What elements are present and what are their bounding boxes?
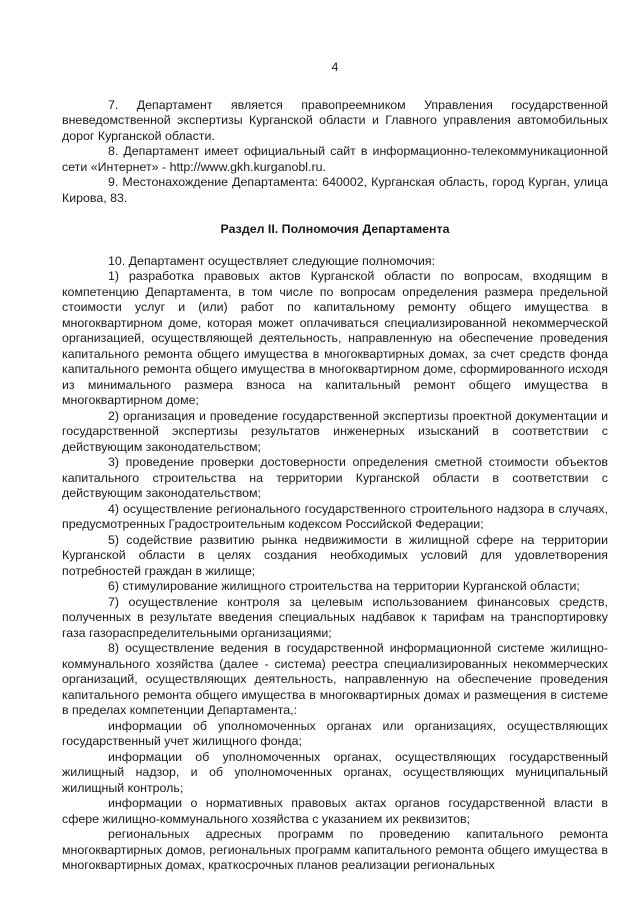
item-4: 4) осуществление регионального государственного строительного надзора в случаях, предусмотренных Градостроительным кодексом Российской Федерации;	[62, 501, 608, 531]
item-5: 5) содействие развитию рынка недвижимости в жилищной сфере на территории Курганской области в целях создания необходимых условий для удовлетворения потребностей граждан в жилище;	[62, 532, 608, 578]
item-8: 8) осуществление ведения в государственной информационной системе жилищно-коммунального хозяйства (далее - система) реестра специализированных некоммерческих организаций, осуществляющих деятельность, направленную на обеспечение проведения капитального ремонта общего имущества в многоквартирных домах и размещения в системе в пределах компетенции Департамента,:	[62, 641, 608, 717]
section-title: Раздел II. Полномочия Департамента	[220, 222, 450, 236]
page-number: 4	[331, 60, 339, 74]
item-8-info-supervision: информации об уполномоченных органах, осуществляющих государственный жилищный надзор, и об уполномоченных органах, осуществляющих муниципальный жилищный контроль;	[62, 749, 608, 795]
item-8-regional-programs: региональных адресных программ по проведению капитального ремонта многоквартирных домов, региональных программ капитального ремонта общего имущества в многоквартирных домах, краткосрочных планов реализации региональных	[62, 827, 608, 872]
item-3: 3) проведение проверки достоверности определения сметной стоимости объектов капитального строительства на территории Курганской области в соответствии с действующим законодательством;	[62, 455, 608, 500]
item-8-info-accounting: информации об уполномоченных органах или организациях, осуществляющих государственный учет жилищного фонда;	[62, 718, 608, 748]
item-8-info-legal-acts: информации о нормативных правовых актах органов государственной власти в сфере жилищно-коммунального хозяйства с указанием их реквизитов;	[62, 796, 608, 826]
paragraph-9: 9. Местонахождение Департамента: 640002, Курганская область, город Курган, улица Кирова, 83.	[62, 175, 608, 205]
paragraph-8: 8. Департамент имеет официальный сайт в информационно-телекоммуникационной сети «Интернет» - http://www.gkh.kurganobl.ru.	[62, 144, 608, 174]
item-1: 1) разработка правовых актов Курганской области по вопросам, входящим в компетенцию Департамента, в том числе по вопросам определения размера предельной стоимости услуг и (или) работ по капитальному ремонту общего имущества в многоквартирном доме, которая может оплачиваться специализированной некоммерческой организацией, осуществляющей деятельность, направленную на обеспечение проведения капитального ремонта общего имущества в многоквартирных домах, за счет средств фонда капитального ремонта общего имущества в многоквартирном доме, сформированного исходя из минимального размера взноса на капитальный ремонт общего имущества в многоквартирном доме;	[62, 269, 608, 407]
paragraph-7: 7. Департамент является правопреемником Управления государственной вневедомственной экспертизы Курганской области и Главного управления автомобильных дорог Курганской области.	[62, 97, 608, 143]
item-7: 7) осуществление контроля за целевым использованием финансовых средств, полученных в результате введения специальных надбавок к тарифам на транспортировку газа газораспределительными организациями;	[62, 594, 608, 640]
item-2: 2) организация и проведение государственной экспертизы проектной документации и государственной экспертизы результатов инженерных изысканий в соответствии с действующим законодательством;	[62, 408, 608, 454]
item-6: 6) стимулирование жилищного строительства на территории Курганской области;	[108, 579, 580, 593]
paragraph-10: 10. Департамент осуществляет следующие полномочия:	[108, 253, 436, 268]
document-page	[62, 60, 608, 874]
